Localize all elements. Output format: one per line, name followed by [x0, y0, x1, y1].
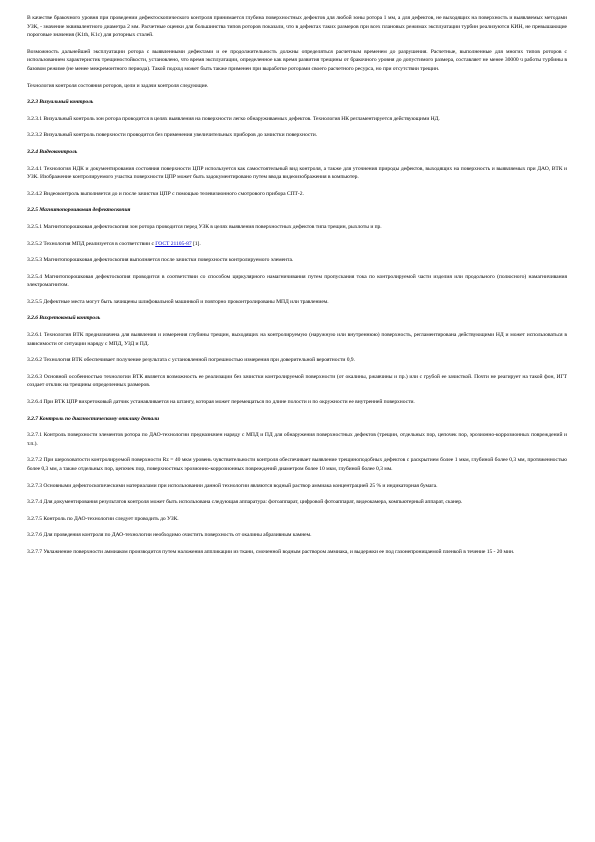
paragraph-3-2-3-2: 3.2.3.2 Визуальный контроль поверхности проводится без применения увеличительных приборов до зачистки поверхности.	[27, 132, 318, 139]
paragraph-operation-time: Возможность дальнейшей эксплуатации ротора с выявленными дефектами и ее продолжительность должны определяться расчетным временем до разрушения. Расчетные, выполненные для многих типов роторов с использованием характеристик трещиностойкости, установлено, что время эксплуатации, определенное как время развития трещины от бракочного уровня до допустимого размера, составляет не менее 30000 ч работы турбины в базовом режиме (не менее межремонтного периода). Такой подход может быть также применен при выработке роторами своего расчетного ресурса, но при отсутствии трещин.	[27, 48, 567, 72]
paragraph-3-2-7-7: 3.2.7.7 Увлажнение поверхности аммиаком производится путем наложения аппликации из ткани, смоченной водным раствором аммиака, и выдержки ее под газонепроницаемой пленкой в течение 15 - 20 мин.	[27, 548, 515, 555]
paragraph-3-2-5-2-text: 3.2.5.2 Технология МПД реализуется в соответствии с	[27, 240, 156, 247]
paragraph-3-2-7-6: 3.2.7.6 Для проведения контроля по ДАО-технологии необходимо очистить поверхность от окалины абразивным камнем.	[27, 532, 312, 539]
paragraph-3-2-5-3: 3.2.5.3 Магнитопорошковая дефектоскопия выполняется после зачистки поверхности контролируемого элемента.	[27, 257, 294, 264]
document-page	[27, 14, 567, 557]
paragraph-3-2-3-1: 3.2.3.1 Визуальный контроль зон ротора проводится в целях выявления на поверхности легко обнаруживаемых дефектов. Технология НК регламентируется действующими НД.	[27, 115, 440, 122]
paragraph-3-2-6-3: 3.2.6.3 Основной особенностью технологии ВТК является возможность ее реализации без зачистки контролируемой поверхности (от окалины, ржавчины и пр.) или с грубой ее зачисткой. Почти не реагирует на такой фон, ИГТ создает отклик на трещины определенных размеров.	[27, 373, 567, 389]
paragraph-technology-intro: Технология контроля состояния роторов, цели и задачи контроля следующие.	[27, 82, 209, 89]
paragraph-3-2-4-2: 3.2.4.2 Видеоконтроль выполняется до и после зачистки ЦПР с помощью телевизионного смотрового прибора СПТ-2.	[27, 190, 304, 197]
paragraph-3-2-5-5: 3.2.5.5 Дефектные места могут быть зачищены шлифовальной машинкой и повторно проконтролированы МПД или травлением.	[27, 298, 329, 305]
paragraph-reject-level: В качестве бракочного уровня при проведении дефектоскопического контроля принимается глубина поверхностных дефектов для любой зоны ротора 1 мм, а для дефектов, не выходящих на поверхность и выявляемых методами УЗК, - значение эквивалентного диаметра 2 мм. Расчетные оценки для большинства типов роторов показали, что в дефектах таких размеров при всех плановых режимах эксплуатации турбин реализуются КИН, не превышающие пороговые значения (K1th, K1c) для роторных сталей.	[27, 15, 567, 39]
paragraph-3-2-7-1: 3.2.7.1 Контроль поверхности элементов ротора по ДАО-технологии предназначен наряду с МПД и ПД для обнаружения поверхностных дефектов (трещин, отдельных пор, цепочек пор, эрозионно-коррозионных повреждений и т.п.).	[27, 432, 567, 447]
section-heading-eddy-current: 3.2.6 Вихретоковый контроль	[27, 315, 101, 322]
paragraph-3-2-7-4: 3.2.7.4 Для документирования результатов контроля может быть использована следующая аппаратура: фотоаппарат, цифровой фотоаппарат, видеокамера, компьютерный аппарат, сканер.	[27, 499, 463, 506]
paragraph-3-2-7-5: 3.2.7.5 Контроль по ДАО-технологии следует проводить до УЗК.	[27, 515, 179, 522]
paragraph-3-2-5-4: 3.2.5.4 Магнитопорошковая дефектоскопия проводится в соответствии со способом циркулярного намагничивания путем пропускания тока по контролируемой части изделия или продольного (полюсного) намагничивания электромагнитом.	[27, 273, 567, 289]
section-heading-visual-control: 3.2.3 Визуальный контроль	[27, 99, 94, 106]
reference-marker: [1].	[191, 240, 201, 247]
paragraph-3-2-6-2: 3.2.6.2 Технология ВТК обеспечивает получение результата с установленной погрешностью измерения при доверительной вероятности 0,9.	[27, 357, 355, 364]
section-heading-magnetic-particle: 3.2.5 Магнитопорошковая дефектоскопия	[27, 207, 131, 214]
paragraph-3-2-6-4: 3.2.6.4 При ВТК ЦПР вихретоковый датчик устанавливается на штангу, которая может перемещаться по длине полости и по окружности ее внутренней поверхности.	[27, 399, 415, 406]
paragraph-3-2-5-2	[27, 240, 567, 249]
paragraph-3-2-4-1: 3.2.4.1 Технология НДК и документирования состояния поверхности ЦПР используется как самостоятельный вид контроля, а также для уточнения природы дефектов, выходящих на поверхность и выявляемых при ДАО, ВТК и УЗК. Изображение контролируемого участка поверхности ЦПР может быть задокументировано путем ввода видеоизображения в компьютер.	[27, 165, 567, 181]
paragraph-3-2-5-1: 3.2.5.1 Магнитопорошковая дефектоскопия зон ротора проводится перед УЗК в целях выявления поверхностных дефектов типа трещин, рыхлоты и пр.	[27, 223, 382, 230]
section-heading-diagnostic-response: 3.2.7 Контроль по диагностическому отклику детали	[27, 415, 160, 422]
paragraph-3-2-6-1: 3.2.6.1 Технология ВТК предназначена для выявления и измерения глубины трещин, выходящих на контролируемую (наружную или внутреннюю) поверхность, регламентирована действующими НД и может использоваться в зависимости от ситуации наряду с МПД, УЗД и ПД.	[27, 332, 567, 347]
paragraph-3-2-7-2: 3.2.7.2 При шероховатости контролируемой поверхности Rz = 40 мкм уровень чувствительности контроля обеспечивает выявление трещиноподобных дефектов с раскрытием более 1 мкм, глубиной более 0,3 мм, протяженностью более 0,3 мм, а также отдельных пор, цепочек пор, поверхностных эрозионно-коррозионных повреждений диаметром более 10 мкм, глубиной более 0,3 мм.	[27, 457, 567, 472]
section-heading-video-control: 3.2.4 Видеоконтроль	[27, 148, 78, 155]
paragraph-3-2-7-3: 3.2.7.3 Основными дефектоскопическими материалами при использовании данной технологии являются водный раствор аммиака концентрацией 25 % и индикаторная бумага.	[27, 482, 438, 489]
gost-link[interactable]: ГОСТ 21105-87	[155, 240, 192, 247]
